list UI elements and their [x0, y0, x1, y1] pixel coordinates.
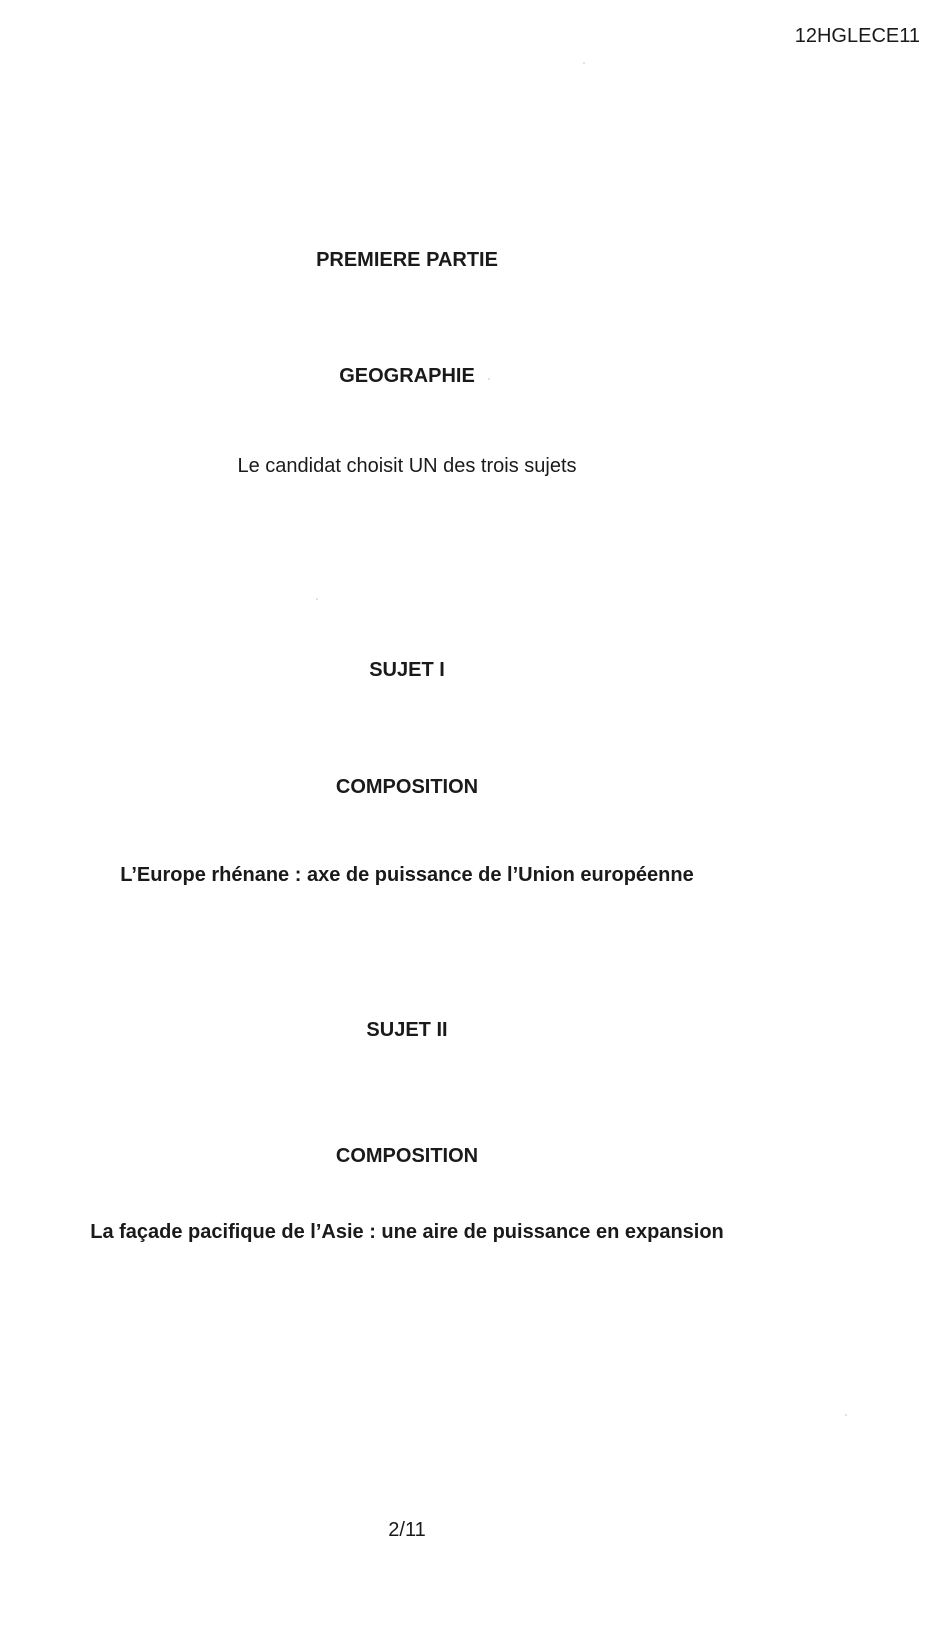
section-title: GEOGRAPHIE	[339, 365, 475, 387]
part-title: PREMIERE PARTIE	[316, 249, 498, 271]
document-code: 12HGLECE11	[794, 25, 920, 47]
subject-2-type: COMPOSITION	[335, 1145, 479, 1167]
scan-speck	[845, 1414, 847, 1416]
scan-speck	[488, 378, 490, 380]
subject-1-label: SUJET I	[369, 659, 445, 681]
page-number: 2/11	[388, 1519, 426, 1541]
subject-1-topic: L’Europe rhénane : axe de puissance de l’Union européenne	[120, 864, 694, 886]
subject-1-type: COMPOSITION	[335, 776, 479, 798]
subject-2-topic: La façade pacifique de l’Asie : une aire de puissance en expansion	[90, 1221, 724, 1243]
subject-2-label: SUJET II	[366, 1019, 448, 1041]
scan-speck	[316, 598, 318, 600]
instruction-text: Le candidat choisit UN des trois sujets	[237, 455, 577, 477]
scan-speck	[583, 62, 585, 64]
